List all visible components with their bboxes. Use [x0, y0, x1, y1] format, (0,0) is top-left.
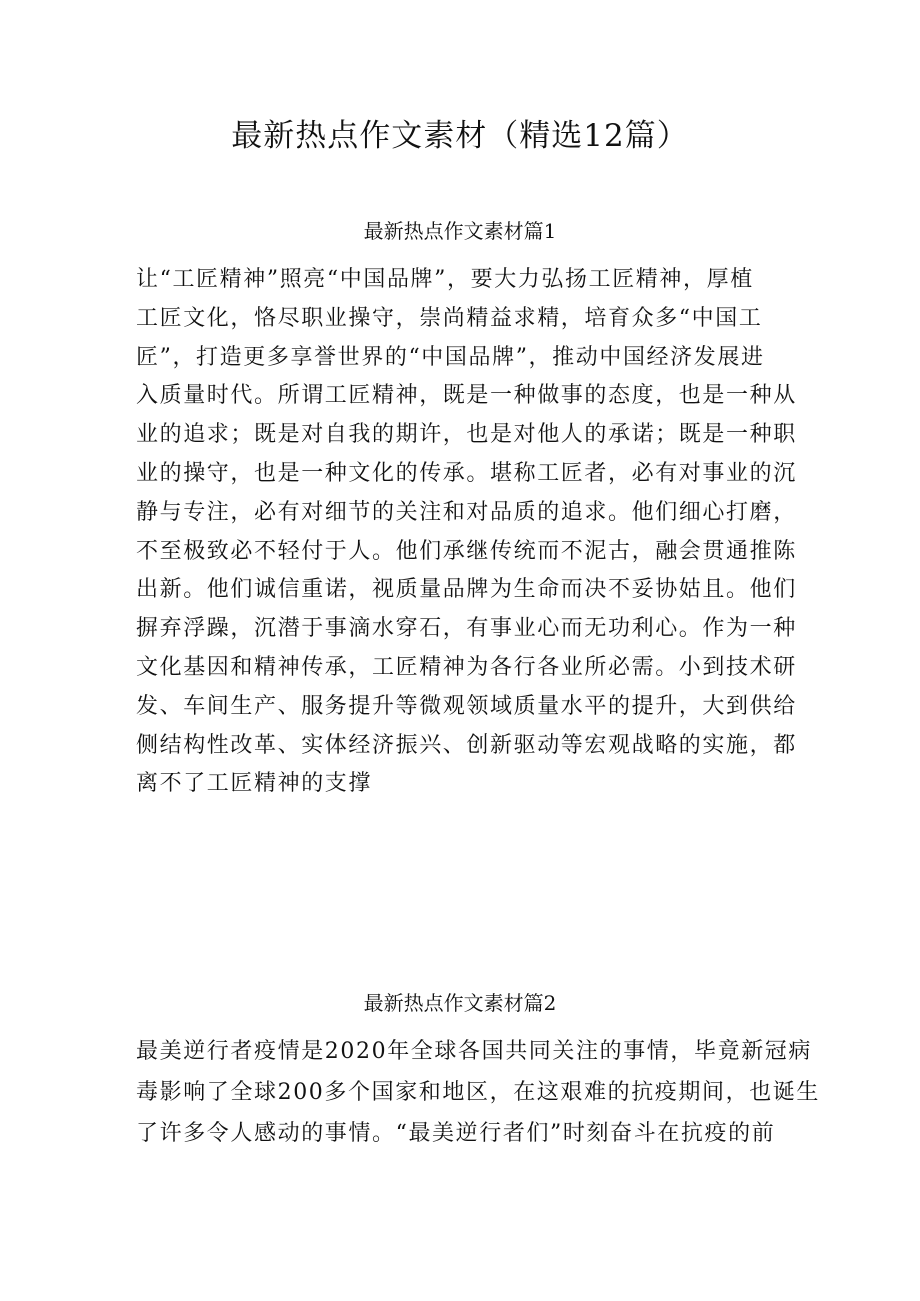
- paragraph-line: 让“工匠精神”照亮“中国品牌”，要大力弘扬工匠精神，厚植: [136, 267, 754, 292]
- paragraph-line: 业的操守，也是一种文化的传承。堪称工匠者，必有对事业的沉: [136, 460, 797, 486]
- document-title: 最新热点作文素材（精选12篇）: [231, 118, 689, 154]
- paragraph-line: 侧结构性改革、实体经济振兴、创新驱动等宏观战略的实施，都: [136, 732, 797, 758]
- paragraph-line: 离不了工匠精神的支撑: [136, 771, 373, 797]
- paragraph-line: 入质量时代。所谓工匠精神，既是一种做事的态度，也是一种从: [136, 383, 797, 409]
- paragraph-line: 静与专注，必有对细节的关注和对品质的追求。他们细心打磨，: [136, 499, 797, 525]
- paragraph-line: 文化基因和精神传承，工匠精神为各行各业所必需。小到技术研: [136, 654, 797, 680]
- section-1-paragraph: [136, 261, 806, 804]
- paragraph-line: 毒影响了全球200多个国家和地区，在这艰难的抗疫期间，也诞生: [136, 1080, 820, 1105]
- paragraph-line: 工匠文化，恪尽职业操守，崇尚精益求精，培育众多“中国工: [136, 305, 763, 331]
- paragraph-line: 不至极致必不轻付于人。他们承继传统而不泥古，融会贯通推陈: [136, 538, 797, 564]
- paragraph-line: 发、车间生产、服务提升等微观领域质量水平的提升，大到供给: [136, 693, 797, 719]
- paragraph-line: 出新。他们诚信重诺，视质量品牌为生命而决不妥协姑且。他们: [136, 577, 797, 603]
- section-heading-2: 最新热点作文素材篇2: [363, 991, 557, 1015]
- paragraph-line: 最美逆行者疫情是2020年全球各国共同关注的事情，毕竟新冠病: [136, 1039, 812, 1064]
- section-2-paragraph: [136, 1031, 820, 1154]
- paragraph-line: 摒弃浮躁，沉潜于事滴水穿石，有事业心而无功利心。作为一种: [136, 616, 797, 642]
- section-heading-1: 最新热点作文素材篇1: [363, 219, 557, 243]
- paragraph-line: 了许多令人感动的事情。“最美逆行者们”时刻奋斗在抗疫的前: [136, 1121, 776, 1146]
- paragraph-line: 业的追求；既是对自我的期许，也是对他人的承诺；既是一种职: [136, 422, 797, 448]
- paragraph-line: 匠”，打造更多享誉世界的“中国品牌”，推动中国经济发展进: [136, 344, 765, 370]
